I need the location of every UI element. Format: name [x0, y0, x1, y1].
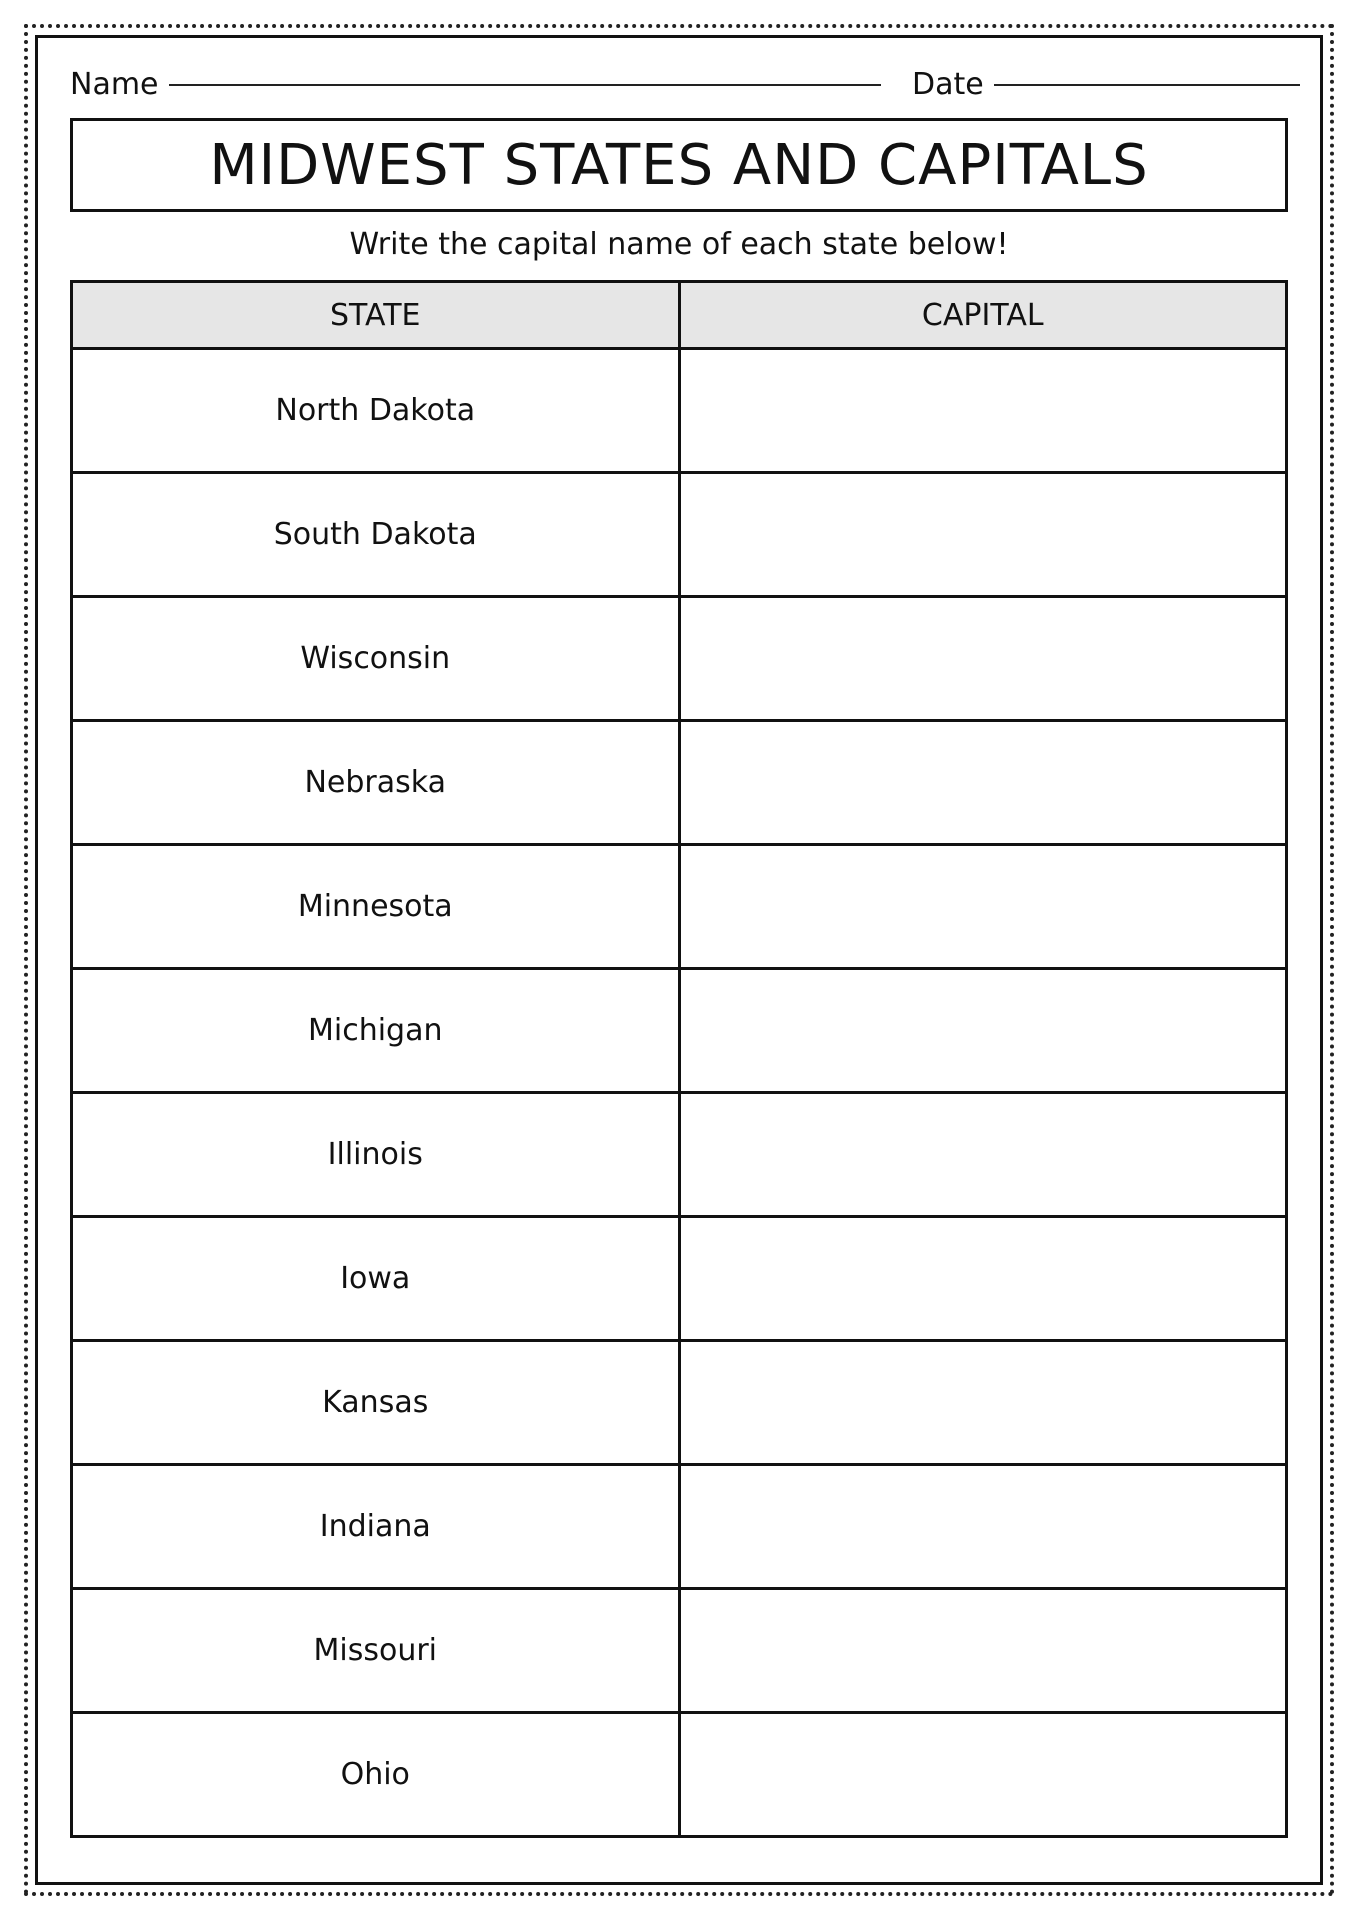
capital-answer-cell[interactable]	[679, 1589, 1287, 1713]
state-cell: Minnesota	[72, 845, 680, 969]
state-cell: Wisconsin	[72, 597, 680, 721]
table-row	[72, 1093, 1287, 1217]
worksheet-header	[70, 60, 1288, 110]
states-capitals-table	[70, 280, 1288, 1838]
capital-answer-cell[interactable]	[679, 597, 1287, 721]
state-cell: Iowa	[72, 1217, 680, 1341]
state-cell: North Dakota	[72, 349, 680, 473]
state-cell: Ohio	[72, 1713, 680, 1837]
state-cell: Nebraska	[72, 721, 680, 845]
table-row	[72, 1217, 1287, 1341]
table-row	[72, 1341, 1287, 1465]
capital-answer-cell[interactable]	[679, 1713, 1287, 1837]
state-cell: Michigan	[72, 969, 680, 1093]
state-cell: Kansas	[72, 1341, 680, 1465]
capital-answer-cell[interactable]	[679, 1093, 1287, 1217]
title-box	[70, 118, 1288, 212]
capital-answer-cell[interactable]	[679, 473, 1287, 597]
table-row	[72, 845, 1287, 969]
table-row	[72, 1713, 1287, 1837]
state-cell: Missouri	[72, 1589, 680, 1713]
name-label: Name	[70, 67, 159, 102]
name-blank-line[interactable]	[169, 62, 881, 86]
date-blank-line[interactable]	[994, 62, 1300, 86]
capital-answer-cell[interactable]	[679, 969, 1287, 1093]
table-row	[72, 721, 1287, 845]
table-row	[72, 473, 1287, 597]
capital-answer-cell[interactable]	[679, 1217, 1287, 1341]
name-field	[70, 60, 881, 110]
state-column-header: STATE	[72, 282, 680, 349]
table-row	[72, 969, 1287, 1093]
state-cell: Illinois	[72, 1093, 680, 1217]
table-row	[72, 349, 1287, 473]
capital-answer-cell[interactable]	[679, 1341, 1287, 1465]
capital-answer-cell[interactable]	[679, 845, 1287, 969]
table-header-row	[72, 282, 1287, 349]
capital-answer-cell[interactable]	[679, 349, 1287, 473]
table-row	[72, 1589, 1287, 1713]
instructions: Write the capital name of each state below!	[349, 227, 1009, 262]
capital-answer-cell[interactable]	[679, 1465, 1287, 1589]
state-cell: South Dakota	[72, 473, 680, 597]
table-row	[72, 597, 1287, 721]
capital-column-header: CAPITAL	[679, 282, 1287, 349]
date-field	[912, 60, 1300, 110]
date-label: Date	[912, 67, 984, 102]
table-row	[72, 1465, 1287, 1589]
capital-answer-cell[interactable]	[679, 721, 1287, 845]
state-cell: Indiana	[72, 1465, 680, 1589]
page-title: MIDWEST STATES AND CAPITALS	[209, 132, 1149, 198]
